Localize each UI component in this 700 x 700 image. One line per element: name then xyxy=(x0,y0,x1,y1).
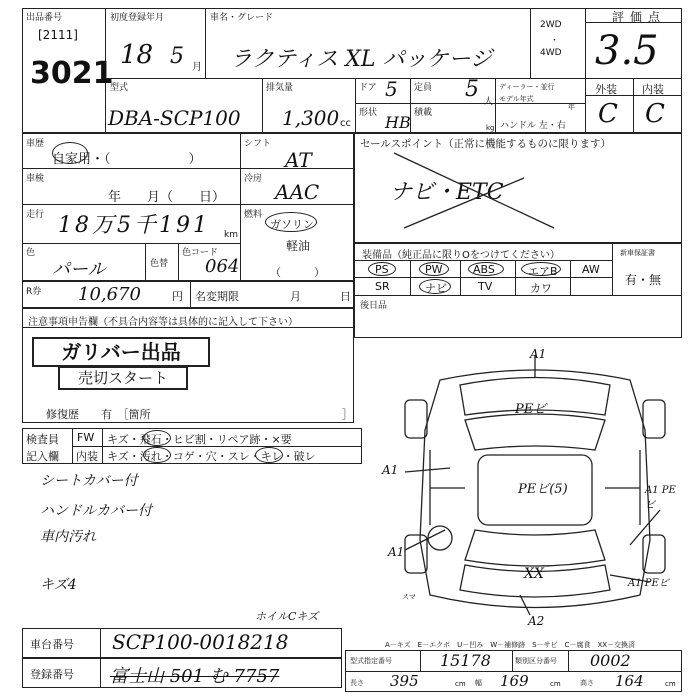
reg-month: 5 xyxy=(170,44,184,69)
divider xyxy=(495,78,496,133)
diagram-label: A2 xyxy=(528,614,545,628)
repair-end: ］ xyxy=(342,408,353,421)
lot-number: 3021 xyxy=(30,56,114,91)
name-label: 車名・グレード xyxy=(210,13,274,23)
handle-label: ハンドル 左・右 xyxy=(500,121,566,131)
divider xyxy=(612,243,613,295)
circle-mark xyxy=(368,262,396,276)
cross-mark xyxy=(354,133,682,243)
divider xyxy=(530,8,531,78)
diagram-label: A1 PEビ xyxy=(628,578,669,589)
dot: ・ xyxy=(550,36,560,46)
dim-label-height: 高さ xyxy=(580,679,594,687)
int-label: 内装 xyxy=(76,450,98,463)
name-change-label: 名変期限 xyxy=(195,290,239,303)
divider xyxy=(22,204,354,205)
reg-value: 富士山 501 む 7757 xyxy=(110,666,280,687)
divider xyxy=(354,295,682,296)
divider xyxy=(205,8,206,78)
model-label: 型式 xyxy=(110,83,129,93)
fuel-diesel: 軽油 xyxy=(286,239,311,253)
int-items: キズ・汚れ・コゲ・穴・スレ・キレ・破レ xyxy=(107,450,316,463)
seats-label: 定員 xyxy=(414,83,433,93)
equip-airbag: エアB xyxy=(528,265,558,278)
color-label: 色 xyxy=(26,248,36,258)
note-line: ハンドルカバー付 xyxy=(40,503,152,519)
month-unit: 月 xyxy=(192,62,202,73)
disp-value: 1,300 xyxy=(282,106,340,130)
notes-header: 注意事項申告欄（不具合内容等は具体的に記入して下さい） xyxy=(28,317,298,328)
mileage-value: 18万5千191 xyxy=(58,213,210,238)
fuel-label: 燃料 xyxy=(244,210,263,220)
diagram-label: A1 xyxy=(388,545,405,559)
inspector-label2: 記入欄 xyxy=(26,450,59,463)
fuel-gas: ガソリン xyxy=(270,218,314,231)
divider xyxy=(410,260,411,295)
diagram-label: PEビ(5) xyxy=(518,482,568,497)
model-value: DBA-SCP100 xyxy=(108,106,241,130)
load-unit: kg xyxy=(486,124,495,132)
new-warranty-value: 有・無 xyxy=(625,273,662,287)
divider xyxy=(100,658,101,688)
mama-label: スマ xyxy=(402,593,416,601)
divider xyxy=(585,8,586,133)
color-code-value: 064 xyxy=(205,256,240,277)
note-line: キズ4 xyxy=(40,577,77,593)
repair-label: 修復歴 有 ［箇所 xyxy=(46,408,151,421)
color-change-label: 色替 xyxy=(150,259,169,269)
int-label: 内装 xyxy=(642,83,664,96)
dealer-label: ディーラー・並行 xyxy=(499,83,555,91)
dim-value-length: 395 xyxy=(390,672,419,690)
inspection-label: 車検 xyxy=(26,174,45,184)
equip-abs: ABS xyxy=(473,263,495,276)
divider xyxy=(633,78,634,133)
int-grade: C xyxy=(645,99,665,129)
note-line: シートカバー付 xyxy=(40,473,138,489)
start-stamp: 売切スタート xyxy=(58,366,188,390)
inspection-value: 年 月（ 日） xyxy=(108,190,226,205)
score-label: 評価点 xyxy=(612,10,667,24)
reg-label: 初度登録年月 xyxy=(110,13,165,23)
fuel-other: （ ） xyxy=(270,266,325,279)
divider xyxy=(178,243,179,281)
circle-mark xyxy=(419,262,449,276)
history-value: 自家用・（ ） xyxy=(52,152,202,167)
type-label: 型式指定番号 xyxy=(350,657,392,665)
circle-mark xyxy=(255,447,283,463)
recycle-label: R券 xyxy=(26,287,42,297)
equip-ps: PS xyxy=(375,263,389,276)
load-label: 積載 xyxy=(414,108,433,118)
divider xyxy=(460,260,461,295)
divider xyxy=(190,281,191,308)
drive-2wd: 2WD xyxy=(540,20,562,30)
diagram-label: XX xyxy=(524,566,544,582)
ac-value: AAC xyxy=(275,180,320,204)
divider xyxy=(515,260,516,295)
divider xyxy=(410,103,411,133)
seats-value: 5 xyxy=(465,77,479,102)
divider xyxy=(22,243,240,244)
circle-mark xyxy=(521,262,561,276)
fw-label: FW xyxy=(77,431,95,444)
diagram-legend: A－キズ E－エクボ U－凹み W－補修跡 S－サビ C－腐食 XX－交換済 xyxy=(385,641,636,649)
diagram-label: PEビ xyxy=(515,402,547,417)
color-value: パール xyxy=(52,259,106,280)
divider xyxy=(262,78,263,133)
equip-sr: SR xyxy=(375,280,390,293)
note-line: 車内汚れ xyxy=(40,529,96,545)
divider xyxy=(105,78,585,79)
shift-label: シフト xyxy=(244,139,272,149)
circle-mark xyxy=(265,212,317,232)
disp-unit: cc xyxy=(340,118,351,129)
category-label: 類別区分番号 xyxy=(515,657,557,665)
door-label: ドア xyxy=(359,83,377,93)
divider xyxy=(22,168,354,169)
model-year-label: モデル年式 xyxy=(499,95,534,103)
circle-mark xyxy=(468,262,504,276)
category-value: 0002 xyxy=(590,651,631,670)
equip-pw: PW xyxy=(425,263,443,276)
inspector-label1: 検査員 xyxy=(26,433,59,446)
divider xyxy=(570,260,571,295)
car-name: ラクティス XL パッケージ xyxy=(230,47,493,72)
equip-leather: カワ xyxy=(530,282,552,295)
divider xyxy=(512,650,513,671)
divider xyxy=(420,650,421,671)
month-label: 月 xyxy=(290,290,301,303)
dim-label-length: 長さ xyxy=(350,679,364,687)
day-label: 日 xyxy=(340,290,351,303)
ac-label: 冷房 xyxy=(244,174,263,184)
recycle-unit: 円 xyxy=(172,290,183,303)
dim-value-width: 169 xyxy=(500,672,529,690)
equipment-label: 装備品（純正品に限りOをつけてください） xyxy=(362,250,560,261)
reg-label: 登録番号 xyxy=(30,668,74,681)
diagram-label: A1 xyxy=(530,347,547,361)
dim-value-height: 164 xyxy=(615,672,644,690)
circle-mark xyxy=(143,447,171,463)
dim-label-width: 幅 xyxy=(475,679,482,687)
gulliver-stamp: ガリバー出品 xyxy=(32,337,210,367)
divider xyxy=(145,243,146,281)
chassis-label: 車台番号 xyxy=(30,638,74,651)
chassis-value: SCP100-0018218 xyxy=(112,630,289,654)
equip-navi: ナビ xyxy=(425,282,447,295)
new-warranty-label: 新車保証書 xyxy=(620,249,655,257)
equip-aw: AW xyxy=(582,263,600,276)
sales-value: ナビ・ETC xyxy=(390,180,504,205)
circle-mark xyxy=(143,430,171,446)
sales-label: セールスポイント（正常に機能するものに限ります） xyxy=(360,138,612,150)
divider xyxy=(354,277,612,278)
drive-4wd: 4WD xyxy=(540,48,562,58)
history-label: 車歴 xyxy=(26,139,45,149)
divider xyxy=(355,78,356,133)
divider xyxy=(410,78,411,103)
seats-unit: 人 xyxy=(484,97,494,107)
divider xyxy=(100,628,101,658)
lot-label: 出品番号 xyxy=(26,13,63,23)
wheel-note: ホイルCキズ xyxy=(255,610,319,623)
ext-grade: C xyxy=(598,99,618,129)
circle-mark xyxy=(52,142,88,164)
equip-tv: TV xyxy=(478,280,493,293)
score-value: 3.5 xyxy=(595,28,659,74)
diagram-label: A1 xyxy=(382,463,399,477)
mileage-label: 走行 xyxy=(26,210,45,220)
color-code-label: 色コード xyxy=(182,248,219,258)
dim-unit: cm xyxy=(665,680,676,688)
circle-mark xyxy=(419,279,451,294)
divider xyxy=(355,103,585,104)
auction-code: [2111] xyxy=(38,28,78,42)
shift-value: AT xyxy=(285,148,312,172)
rear-seat-label: 後日品 xyxy=(360,301,388,311)
reg-year: 18 xyxy=(120,40,154,70)
divider xyxy=(568,650,569,671)
recycle-row xyxy=(22,281,354,308)
year-unit: 年 xyxy=(568,103,575,111)
divider xyxy=(22,327,354,328)
fw-items: キズ・飛石・ヒビ割・リペア跡・×要 xyxy=(107,433,292,446)
divider xyxy=(354,260,612,261)
disp-label: 排気量 xyxy=(266,83,294,93)
diagram-label: A1 PEビ xyxy=(645,485,676,511)
recycle-value: 10,670 xyxy=(78,284,141,305)
shape-value: HB xyxy=(385,113,411,132)
ext-label: 外装 xyxy=(595,83,617,96)
divider xyxy=(240,133,241,281)
dim-unit: cm xyxy=(550,680,561,688)
mileage-unit: km xyxy=(224,230,238,240)
type-value: 15178 xyxy=(440,651,491,670)
door-value: 5 xyxy=(385,77,398,101)
shape-label: 形状 xyxy=(359,108,378,118)
dim-unit: cm xyxy=(455,680,466,688)
